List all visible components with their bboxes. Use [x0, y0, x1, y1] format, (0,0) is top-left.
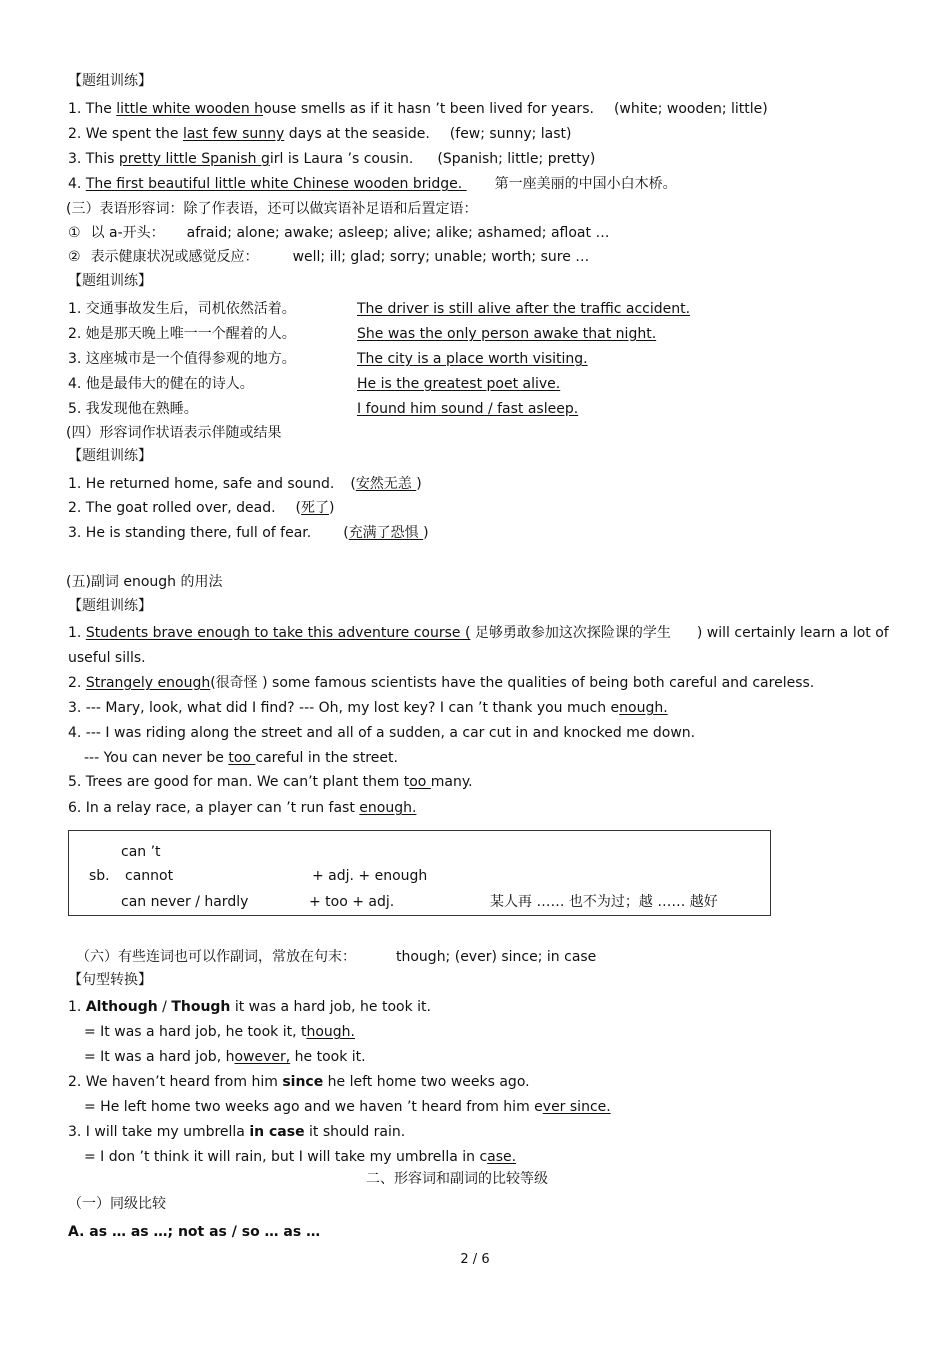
list-item: ② 表示健康状况或感觉反应： well; ill; glad; sorry; unable; worth; sure …: [68, 249, 590, 265]
list-item: ① 以 a-开头： afraid; alone; awake; asleep; alive; alike; ashamed; afloat …: [68, 225, 610, 241]
exercise-line: 6. In a relay race, a player can ’t run fast enough.: [68, 800, 417, 816]
exercise-line: 1. He returned home, safe and sound. (安然无恙 ): [68, 476, 422, 492]
translation-en: The driver is still alive after the traffic accident.: [357, 301, 691, 317]
section-title: （一）同级比较: [68, 1196, 166, 1212]
group-training-header: 【题组训练】: [68, 598, 152, 614]
exercise-line: 4. The first beautiful little white Chinese wooden bridge. 第一座美丽的中国小白木桥。: [68, 176, 677, 192]
group-training-header: 【题组训练】: [68, 273, 152, 289]
box-adj-enough: + adj. + enough: [312, 868, 428, 884]
part-title: 二、形容词和副词的比较等级: [366, 1171, 548, 1187]
transform-line: = I don ’t think it will rain, but I will take my umbrella in case.: [84, 1149, 517, 1165]
exercise-line-cont: --- You can never be too careful in the street.: [84, 750, 398, 766]
transform-line: 2. We haven’t heard from him since he left home two weeks ago.: [68, 1074, 530, 1090]
section-title: (三）表语形容词：除了作表语，还可以做宾语补足语和后置定语：: [66, 201, 478, 217]
transform-line: 1. Although / Though it was a hard job, he took it.: [68, 999, 431, 1015]
translation-cn: 1. 交通事故发生后，司机依然活着。: [68, 301, 296, 317]
exercise-line: 4. --- I was riding along the street and all of a sudden, a car cut in and knocked me down.: [68, 725, 696, 741]
translation-en: The city is a place worth visiting.: [357, 351, 588, 367]
exercise-line: 3. --- Mary, look, what did I find? --- Oh, my lost key? I can ’t thank you much enough.: [68, 700, 668, 716]
translation-en: He is the greatest poet alive.: [357, 376, 561, 392]
group-training-header: 【题组训练】: [68, 448, 152, 464]
section-title: （六）有些连词也可以作副词，常放在句末： though; (ever) since; in case: [76, 949, 597, 965]
exercise-line: 3. He is standing there, full of fear. (充满了恐惧 ): [68, 525, 429, 541]
exercise-line: 1. Students brave enough to take this adventure course ( 足够勇敢参加这次探险课的学生 ) will certainly learn a lot of: [68, 625, 889, 641]
exercise-line-cont: useful sills.: [68, 650, 146, 666]
box-too-adj: + too + adj.: [309, 894, 395, 910]
translation-cn: 2. 她是那天晚上唯一一个醒着的人。: [68, 326, 296, 342]
box-cannot: cannot: [125, 868, 174, 884]
translation-cn: 4. 他是最伟大的健在的诗人。: [68, 376, 254, 392]
transform-line: = It was a hard job, however, he took it.: [84, 1049, 366, 1065]
grammar-structure-box: [68, 830, 771, 916]
translation-cn: 3. 这座城市是一个值得参观的地方。: [68, 351, 296, 367]
box-cant: can ’t: [121, 844, 161, 860]
structure-heading: A. as … as …; not as / so … as …: [68, 1224, 321, 1240]
exercise-line: 2. The goat rolled over, dead. (死了): [68, 500, 335, 516]
section-title: (五)副词 enough 的用法: [66, 574, 223, 590]
exercise-line: 2. We spent the last few sunny days at the seaside. (few; sunny; last): [68, 126, 572, 142]
exercise-line: 5. Trees are good for man. We can’t plant them too many.: [68, 774, 473, 790]
transform-line: 3. I will take my umbrella in case it should rain.: [68, 1124, 406, 1140]
translation-cn: 5. 我发现他在熟睡。: [68, 401, 198, 417]
box-meaning: 某人再 …… 也不为过；越 …… 越好: [490, 894, 718, 910]
translation-en: I found him sound / fast asleep.: [357, 401, 579, 417]
exercise-line: 2. Strangely enough(很奇怪 ) some famous scientists have the qualities of being both careful and careless.: [68, 675, 815, 691]
group-training-header: 【题组训练】: [68, 73, 152, 89]
page-number: 2 / 6: [460, 1252, 490, 1267]
exercise-line: 1. The little white wooden house smells as if it hasn ’t been lived for years. (white; wooden; little): [68, 101, 768, 117]
box-never: can never / hardly: [121, 894, 249, 910]
section-title: (四）形容词作状语表示伴随或结果: [66, 425, 282, 441]
transform-line: = He left home two weeks ago and we haven ’t heard from him ever since.: [84, 1099, 611, 1115]
translation-en: She was the only person awake that night.: [357, 326, 657, 342]
exercise-line: 3. This pretty little Spanish girl is Laura ’s cousin. (Spanish; little; pretty): [68, 151, 596, 167]
transform-line: = It was a hard job, he took it, though.: [84, 1024, 356, 1040]
transform-header: 【句型转换】: [68, 972, 152, 988]
box-sb: sb.: [89, 868, 110, 884]
